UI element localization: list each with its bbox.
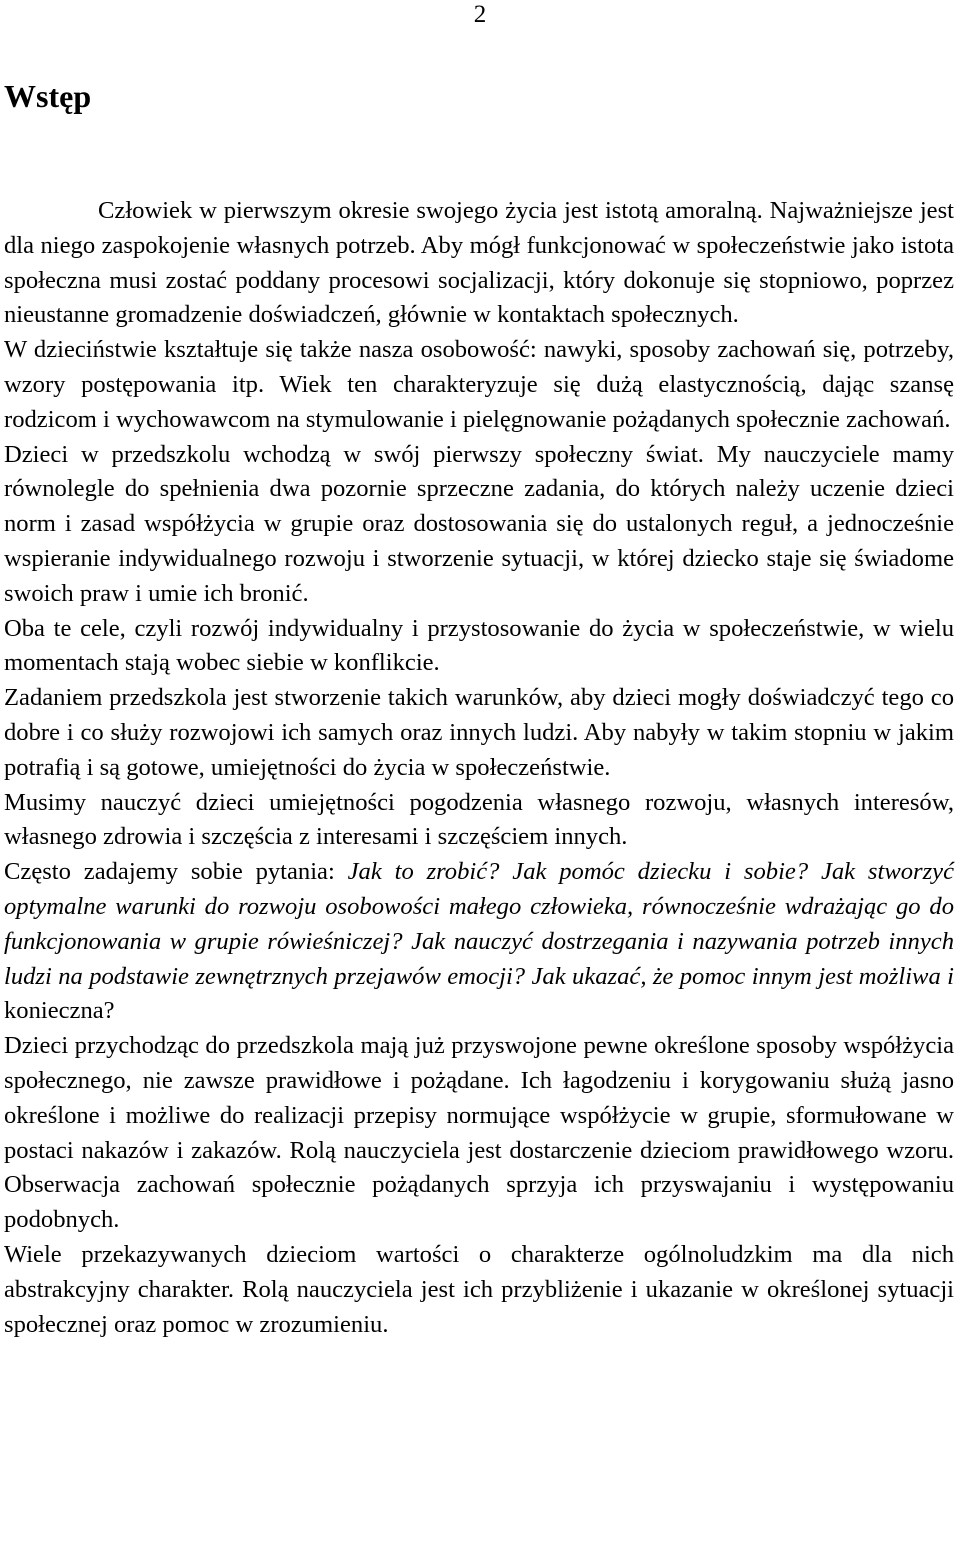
document-body [4, 194, 954, 1342]
paragraph-5: Zadaniem przedszkola jest stworzenie takich warunków, aby dzieci mogły doświadczyć tego co dobre i co służy rozwojowi ich samych oraz innych ludzi. Aby nabyły w takim stopniu w jakim potrafią i są gotowe, umiejętności do życia w społeczeństwie. [4, 684, 954, 781]
paragraph-1: Człowiek w pierwszym okresie swojego życia jest istotą amoralną. Najważniejsze jest dla niego zaspokojenie własnych potrzeb. Aby mógł funkcjonować w społeczeństwie jako istota społeczna musi zostać poddany procesowi socjalizacji, który dokonuje się stopniowo, poprzez nieustanne gromadzenie doświadczeń, głównie w kontaktach społecznych. [4, 197, 954, 329]
questions-italic: Jak to zrobić? Jak pomóc dziecku i sobie? Jak stworzyć optymalne warunki do rozwoju osobowości małego człowieka, równocześnie wdrażając go do funkcjonowania w grupie rówieśniczej? Jak nauczyć dostrzegania i nazywania potrzeb innych ludzi na podstawie zewnętrznych przejawów emocji? Jak ukazać, że pomoc innym jest możliwa i [4, 858, 954, 990]
paragraph-2: W dzieciństwie kształtuje się także nasza osobowość: nawyki, sposoby zachowań się, potrzeby, wzory postępowania itp. Wiek ten charakteryzuje się dużą elastycznością, dając szansę rodzicom i wychowawcom na stymulowanie i pielęgnowanie pożądanych społecznie zachowań. [4, 336, 954, 433]
questions-paragraph [4, 855, 954, 1029]
paragraph-9: Wiele przekazywanych dzieciom wartości o charakterze ogólnoludzkim ma dla nich abstrakcyjny charakter. Rolą nauczyciela jest ich przybliżenie i ukazanie w określonej sytuacji społecznej oraz pomoc w zrozumieniu. [4, 1240, 954, 1338]
paragraph-3: Dzieci w przedszkolu wchodzą w swój pierwszy społeczny świat. My nauczyciele mamy równolegle do spełnienia dwa pozornie sprzeczne zadania, do których należy uczenie dzieci norm i zasad współżycia w grupie oraz dostosowania się do ustalonych reguł, a jednocześnie wspieranie indywidualnego rozwoju i stworzenie sytuacji, w której dziecko staje się świadome swoich praw i umie ich bronić. [4, 440, 954, 607]
paragraph-8: Dzieci przychodząc do przedszkola mają już przyswojone pewne określone sposoby współżycia społecznego, nie zawsze prawidłowe i pożądane. Ich łagodzeniu i korygowaniu służą jasno określone i możliwe do realizacji przepisy normujące współżycie w grupie, sformułowane w postaci nakazów i zakazów. Rolą nauczyciela jest dostarczenie dzieciom prawidłowego wzoru. Obserwacja zachowań społecznie pożądanych sprzyja ich przyswajaniu i występowaniu podobnych. [4, 1032, 954, 1234]
questions-tail: konieczna? [4, 997, 115, 1025]
paragraph-4: Oba te cele, czyli rozwój indywidualny i przystosowanie do życia w społeczeństwie, w wielu momentach stają wobec siebie w konflikcie. [4, 614, 954, 677]
page-number: 2 [473, 1, 487, 28]
page-heading: Wstęp [4, 78, 92, 114]
questions-intro: Często zadajemy sobie pytania: [4, 858, 348, 886]
paragraph-6: Musimy nauczyć dzieci umiejętności pogodzenia własnego rozwoju, własnych interesów, własnego zdrowia i szczęścia z interesami i szczęściem innych. [4, 788, 954, 851]
